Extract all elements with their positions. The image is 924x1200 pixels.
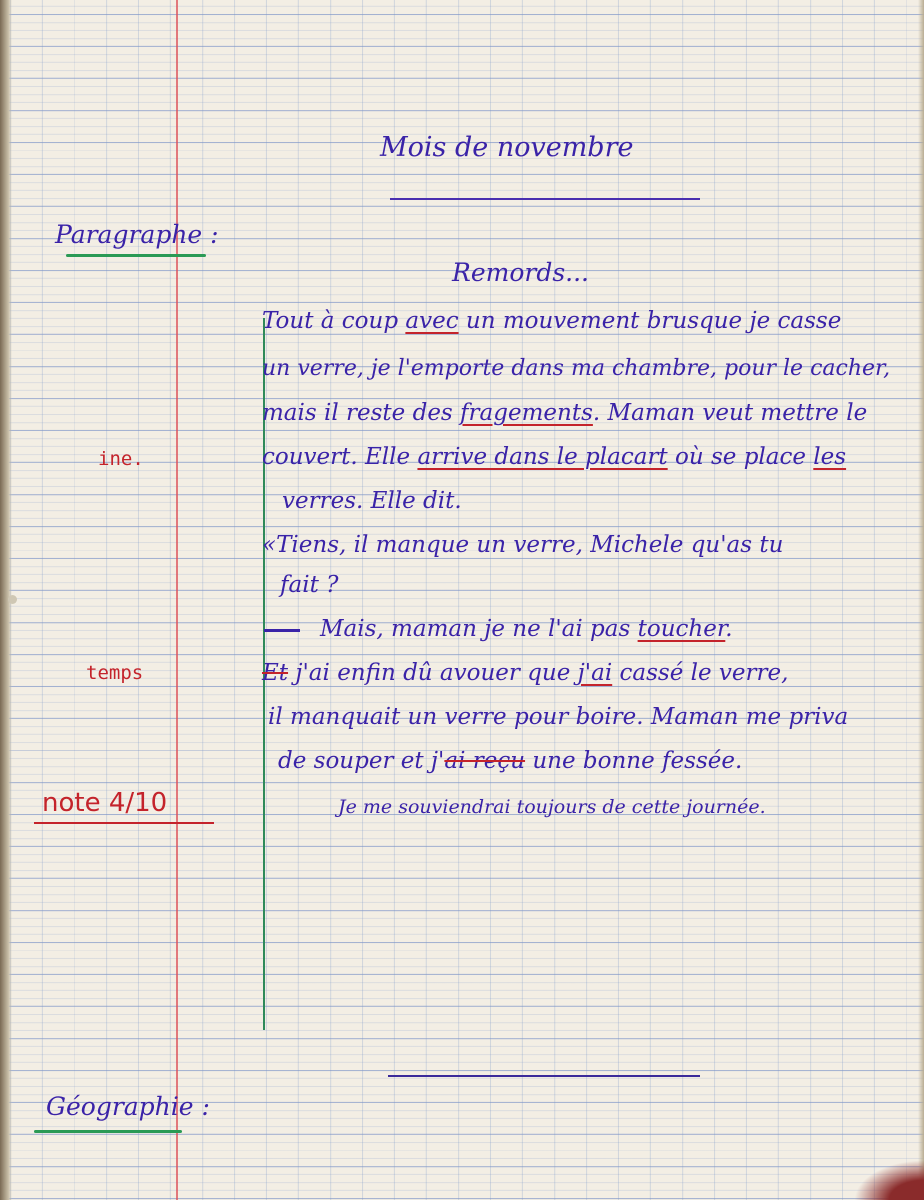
text-line-3-a: mais il reste des <box>262 400 461 426</box>
text-line-12: Je me souviendrai toujours de cette journée. <box>338 796 766 818</box>
text-line-11-c: une bonne fessée. <box>525 748 743 774</box>
text-line-8-c: . <box>725 616 733 642</box>
text-line-9-d: cassé le verre, <box>612 660 789 686</box>
correction-placart: arrive dans le placart <box>417 444 668 470</box>
correction-toucher: toucher <box>637 616 726 642</box>
correction-fragements: fragements <box>460 400 593 426</box>
text-line-11 <box>278 748 742 774</box>
title-underline <box>390 198 700 200</box>
text-line-9 <box>262 660 788 686</box>
text-line-5: verres. Elle dit. <box>282 488 462 514</box>
red-margin-line <box>176 0 178 1200</box>
grade-note: note 4/10 <box>42 788 168 818</box>
end-rule <box>388 1075 700 1077</box>
margin-note-temps: temps <box>86 662 144 684</box>
grade-underline <box>34 822 214 824</box>
text-line-9-b: j'ai enfin dû avouer que <box>288 660 578 686</box>
text-line-1-c: un mouvement brusque je casse <box>458 308 842 334</box>
text-line-7: fait ? <box>280 572 339 598</box>
text-line-10: il manquait un verre pour boire. Maman me priva <box>268 704 849 730</box>
margin-note-ine: ine. <box>98 448 144 470</box>
correction-les: les <box>813 444 847 470</box>
text-line-1 <box>262 308 841 334</box>
correction-avec: avec <box>405 308 459 334</box>
correction-recu: ai reçu <box>444 748 526 774</box>
text-line-3 <box>262 400 867 426</box>
text-line-4-a: couvert. Elle <box>262 444 418 470</box>
text-line-1-a: Tout à coup <box>262 308 406 334</box>
correction-et: Et <box>262 660 289 686</box>
heading-geographie: Géographie : <box>46 1092 210 1121</box>
text-line-2: un verre, je l'emporte dans ma chambre, pour le cacher, <box>262 356 891 381</box>
text-line-11-a: de souper et j' <box>278 748 445 774</box>
heading-geographie-underline <box>34 1130 182 1133</box>
page-title: Mois de novembre <box>380 132 634 163</box>
page-edge <box>918 0 924 1200</box>
text-line-8-a: Mais, maman je ne l'ai pas <box>320 616 638 642</box>
dialogue-dash <box>264 629 300 632</box>
punch-hole <box>8 595 17 604</box>
essay-subtitle: Remords... <box>452 258 589 287</box>
correction-jai: j'ai <box>577 660 613 686</box>
cover-corner <box>854 1160 924 1200</box>
text-line-4 <box>262 444 846 470</box>
text-line-8 <box>264 616 733 642</box>
heading-paragraphe-underline <box>66 254 206 257</box>
heading-paragraphe: Paragraphe : <box>55 220 219 249</box>
text-line-4-c: où se place <box>667 444 814 470</box>
text-line-6: «Tiens, il manque un verre, Michele qu'as tu <box>262 532 784 558</box>
text-line-3-c: . Maman veut mettre le <box>592 400 868 426</box>
